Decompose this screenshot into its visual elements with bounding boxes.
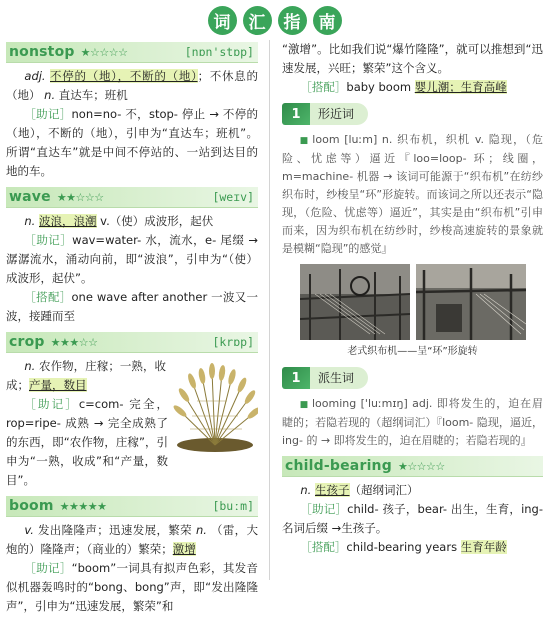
definition bbox=[6, 67, 258, 105]
entry-nonstop bbox=[6, 42, 258, 181]
mnemonic-text: non=no- 不，stop- 停止 → 不停的（地），不断的（地），引申为“直达车；班机”。所谓“直达车”就是中间不停站的、一站到达目的地的车。 bbox=[6, 107, 258, 178]
title-char-1: 词 bbox=[208, 6, 237, 35]
collocation-text: baby boom bbox=[346, 80, 415, 94]
column-divider bbox=[269, 40, 270, 580]
definition-highlight: 不停的（地），不断的（地） bbox=[50, 69, 198, 83]
entry-crop bbox=[6, 332, 258, 490]
definition-text: ；不休息的（地） bbox=[6, 69, 259, 102]
difficulty-stars: ★★★★★ bbox=[59, 499, 107, 513]
page-title bbox=[0, 6, 549, 35]
note-text: looming ['luːmɪŋ] adj. 即将发生的，迫在眉睫的；若隐若现的（超纲词汇）『loom- 隐现，逼近，ing- 的 → 即将发生的，迫在眉睫的；若隐若现的』 bbox=[282, 397, 543, 447]
part-of-speech: adj. bbox=[24, 69, 46, 83]
mnemonic-text: “boom”一词具有拟声色彩，其发音似机器轰鸣时的“bong、bong”声，即“发出隆隆声”，引申为“迅速发展，繁荣”和 bbox=[6, 561, 258, 613]
wheat-image bbox=[172, 361, 258, 457]
definition bbox=[6, 212, 258, 231]
definition-highlight: 生孩子 bbox=[315, 483, 350, 497]
mnemonic-tag: ［助记］ bbox=[24, 233, 73, 247]
word-header bbox=[6, 42, 258, 63]
collocation bbox=[282, 538, 543, 557]
definition bbox=[6, 521, 258, 559]
definition-text: 发出隆隆声；迅速发展，繁荣 bbox=[37, 523, 192, 537]
mnemonic-tag: ［助记］ bbox=[24, 561, 72, 575]
mnemonic-text: c=com- 完全，rop=ripe- 成熟 → 完全成熟了的东西，即“农作物，庄稼”，引申为“一熟，收成”和“产量，数目”。 bbox=[6, 397, 169, 487]
definition-text: （超纲词汇） bbox=[349, 483, 419, 497]
collocation bbox=[282, 78, 543, 97]
looming-note bbox=[282, 395, 543, 450]
mnemonic-text: wav=water- 水，流水，e- 尾缀 → 潺潺流水，涌动向前，即“波浪”，引申为“（使）成波形，起伏”。 bbox=[6, 233, 259, 285]
difficulty-stars: ★☆☆☆☆ bbox=[80, 45, 128, 59]
loom-note bbox=[282, 131, 543, 258]
boom-continued: “激增”。比如我们说“爆竹隆隆”，就可以推想到“迅速发展，兴旺；繁荣”这个含义。 bbox=[282, 42, 543, 75]
phonetic: [krɒp] bbox=[212, 334, 254, 349]
mnemonic bbox=[282, 500, 543, 538]
section-derived-words bbox=[282, 367, 543, 389]
title-char-3: 指 bbox=[278, 6, 307, 35]
collocation-highlight: 婴儿潮；生育高峰 bbox=[414, 80, 507, 94]
headword: boom bbox=[9, 497, 54, 514]
word-header bbox=[6, 496, 258, 517]
word-header bbox=[6, 187, 258, 208]
difficulty-stars: ★★★☆☆ bbox=[50, 335, 98, 349]
collocation bbox=[6, 288, 258, 326]
loom-photo-left bbox=[300, 264, 410, 340]
mnemonic-tag: ［助记］ bbox=[24, 107, 72, 121]
entry-child-bearing bbox=[282, 456, 543, 557]
difficulty-stars: ★☆☆☆☆ bbox=[397, 459, 445, 473]
loom-photo-right bbox=[416, 264, 526, 340]
headword: wave bbox=[9, 188, 51, 205]
collocation-tag: ［搭配］ bbox=[300, 540, 347, 554]
title-char-4: 南 bbox=[313, 6, 342, 35]
definition-highlight: 产量，数目 bbox=[29, 378, 87, 392]
section-similar-words bbox=[282, 103, 543, 125]
definition bbox=[6, 357, 166, 395]
part-of-speech: v. bbox=[24, 523, 34, 537]
definition-text: （雷，大炮的）隆隆声；（商业的）繁荣； bbox=[6, 523, 259, 556]
phonetic: [weɪv] bbox=[212, 189, 254, 204]
headword: nonstop bbox=[9, 43, 75, 60]
photo-caption: 老式织布机——呈“环”形旋转 bbox=[347, 346, 478, 357]
headword: crop bbox=[9, 333, 45, 350]
collocation-highlight: 生育年龄 bbox=[460, 540, 507, 554]
mnemonic bbox=[6, 105, 258, 181]
word-header bbox=[282, 456, 543, 477]
square-bullet-icon: ■ bbox=[299, 400, 309, 410]
section-number: 1 bbox=[282, 367, 310, 389]
note-text: loom [luːm] n. 织布机，织机 v. 隐现，（危险、忧虑等）逼近『loo=loop- 环；线圈，m=machine- 机器 → 该词可能源于“织布机”在纺纱织布时，纱梭呈“环”形旋转。而该词之所以还表示“隐现，（危险、忧虑等）逼近”，其实是由“织布机”引申而来，因为织布机在纺纱时，纱梭高速旋转的景象就是模糊“隐现”的感觉』 bbox=[282, 133, 543, 255]
title-char-2: 汇 bbox=[243, 6, 272, 35]
mnemonic-text: child- 孩子，bear- 出生，生育，ing- 名词后缀 →生孩子。 bbox=[282, 502, 543, 535]
collocation-text: one wave after another 一波又一波，接踵而至 bbox=[6, 290, 258, 323]
section-label: 派生词 bbox=[310, 367, 368, 389]
part-of-speech: n. bbox=[24, 359, 36, 373]
loom-photos bbox=[300, 264, 543, 340]
square-bullet-icon: ■ bbox=[299, 136, 310, 146]
entry-wave bbox=[6, 187, 258, 326]
word-header bbox=[6, 332, 258, 353]
section-number: 1 bbox=[282, 103, 310, 125]
phonetic: [nɒn'stɒp] bbox=[184, 44, 254, 59]
mnemonic bbox=[6, 559, 258, 616]
definition-highlight: 激增 bbox=[172, 542, 196, 556]
definition-text: 农作物，庄稼；一熟，收成； bbox=[6, 359, 167, 392]
part-of-speech: n. bbox=[44, 88, 56, 102]
phonetic: [buːm] bbox=[212, 498, 254, 513]
section-label: 形近词 bbox=[310, 103, 368, 125]
entry-boom bbox=[6, 496, 258, 616]
part-of-speech: n. bbox=[300, 483, 312, 497]
left-column bbox=[6, 42, 258, 622]
headword: child-bearing bbox=[285, 457, 392, 474]
right-column bbox=[282, 40, 543, 563]
definition-text: 直达车；班机 bbox=[58, 88, 128, 102]
definition-text: v.（使）成波形，起伏 bbox=[96, 214, 214, 228]
collocation-tag: ［搭配］ bbox=[24, 290, 72, 304]
difficulty-stars: ★★☆☆☆ bbox=[56, 190, 104, 204]
part-of-speech: n. bbox=[24, 214, 36, 228]
definition-highlight: 波浪，浪潮 bbox=[39, 214, 97, 228]
collocation-text: child-bearing years bbox=[346, 540, 461, 554]
part-of-speech: n. bbox=[196, 523, 207, 537]
collocation-tag: ［搭配］ bbox=[300, 80, 347, 94]
mnemonic bbox=[6, 231, 258, 288]
mnemonic-tag: ［助记］ bbox=[300, 502, 348, 516]
definition bbox=[282, 481, 543, 500]
mnemonic-tag: ［助记］ bbox=[24, 397, 79, 411]
